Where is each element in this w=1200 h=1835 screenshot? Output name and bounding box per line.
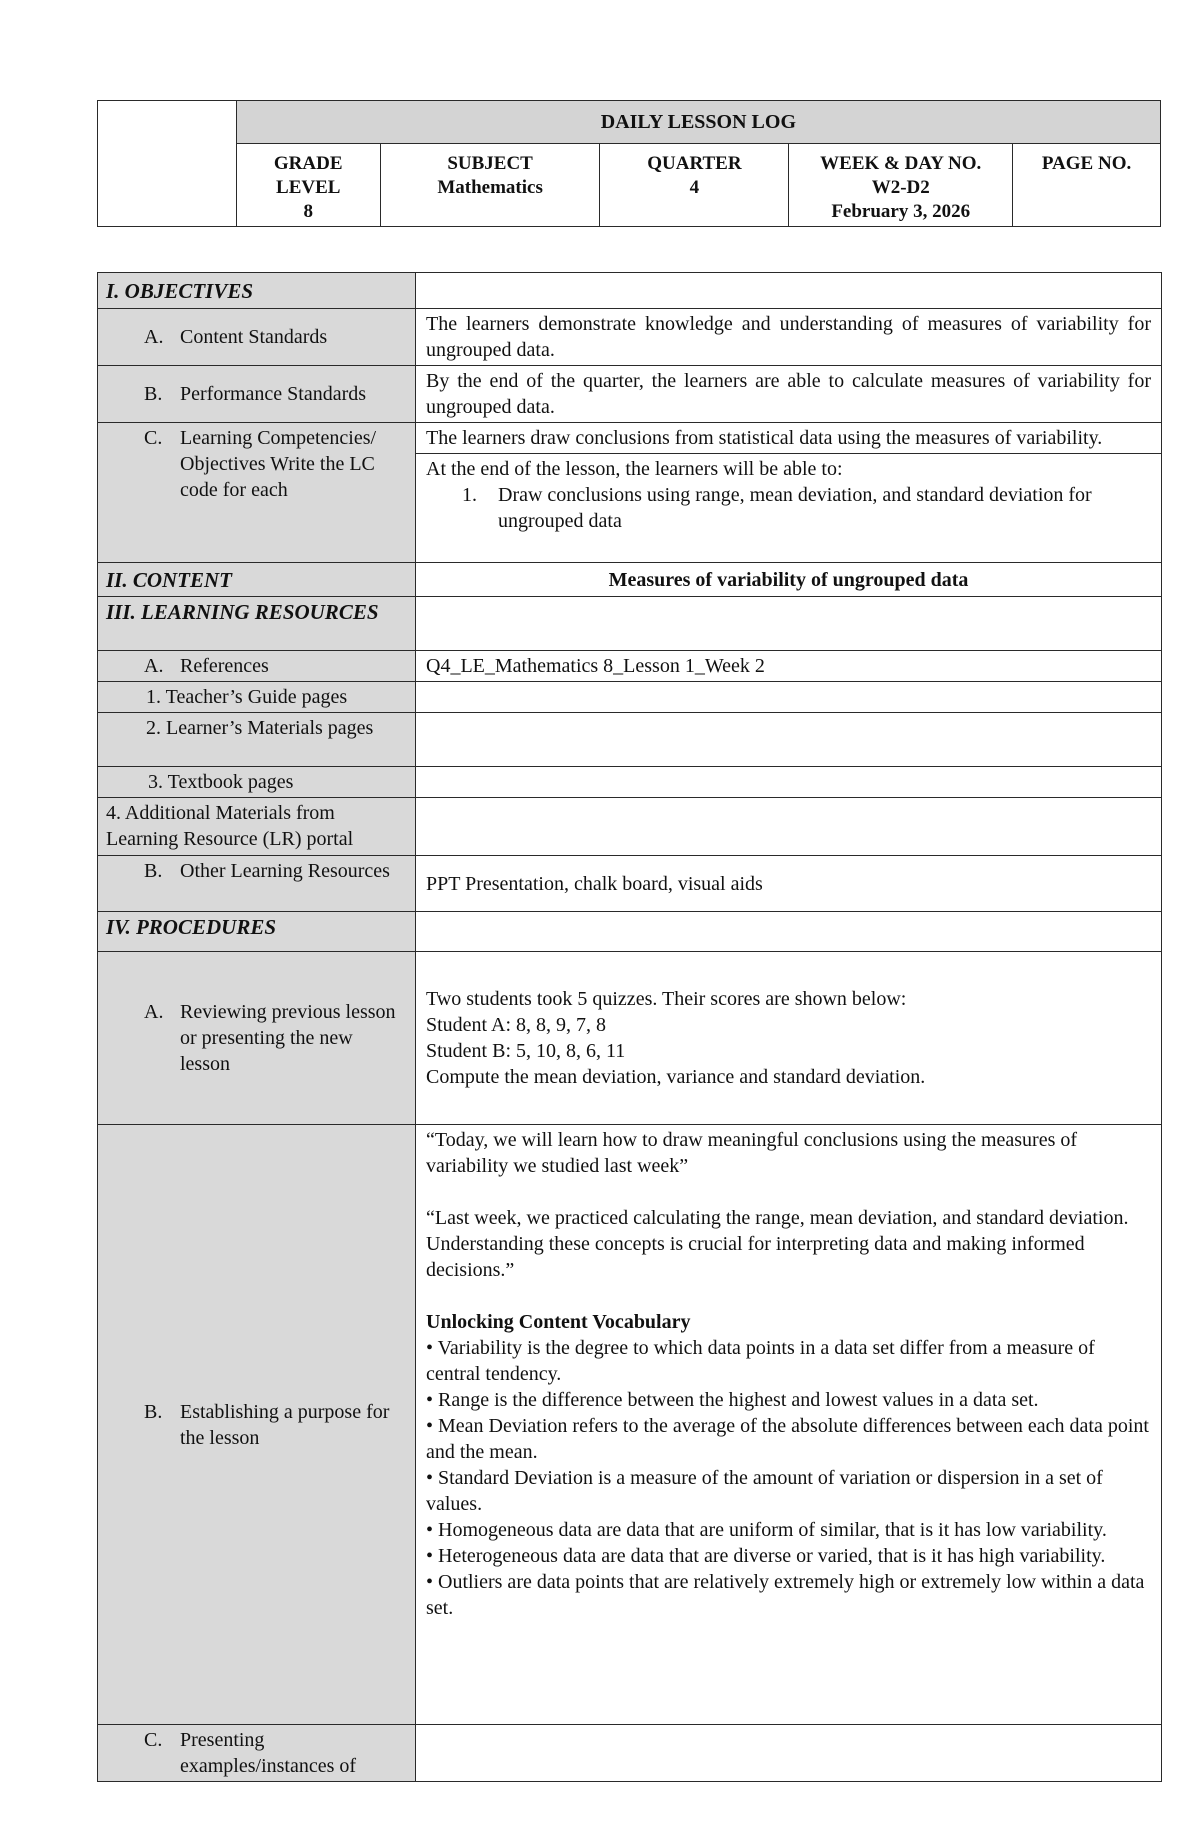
purpose-content: [416, 1125, 1162, 1725]
performance-standards-label: Performance Standards: [180, 383, 367, 405]
reviewing-line: Two students took 5 quizzes. Their scores are shown below:: [426, 988, 907, 1010]
objectives-heading-value: [416, 273, 1162, 309]
other-resources-label: Other Learning Resources: [180, 860, 390, 882]
header-title: DAILY LESSON LOG: [236, 101, 1160, 144]
purpose-quote-2: “Last week, we practiced calculating the range, mean deviation, and standard deviation. Understanding these concepts is crucial for interpreting data and making informed decisions.”: [426, 1207, 1129, 1281]
grade-level-value: 8: [303, 201, 313, 222]
grade-level-cell: [236, 144, 380, 227]
other-resources-label-cell: [98, 856, 416, 912]
vocabulary-item: • Mean Deviation refers to the average of the absolute differences between each data point and the mean.: [426, 1415, 1149, 1463]
grade-level-label: GRADE LEVEL: [273, 153, 343, 198]
learners-materials-value: [416, 713, 1162, 767]
performance-standards-letter: B.: [144, 383, 163, 405]
week-day-cell: [789, 144, 1013, 227]
presenting-label-cell: [98, 1725, 416, 1782]
references-label-cell: [98, 651, 416, 682]
textbook-value: [416, 767, 1162, 798]
subject-label: SUBJECT: [447, 153, 533, 174]
objective-item-text: Draw conclusions using range, mean deviation, and standard deviation for ungrouped data: [498, 484, 1092, 532]
references-text: Q4_LE_Mathematics 8_Lesson 1_Week 2: [416, 651, 1162, 682]
additional-materials-value: [416, 798, 1162, 856]
performance-standards-text: By the end of the quarter, the learners are able to calculate measures of variability for ungrouped data.: [416, 366, 1162, 423]
additional-materials-label: 4. Additional Materials from Learning Resource (LR) portal: [98, 798, 416, 856]
learning-competencies-cell: [416, 423, 1162, 563]
presenting-letter: C.: [144, 1729, 163, 1751]
purpose-label: Establishing a purpose for the lesson: [180, 1400, 390, 1449]
references-label: References: [180, 655, 269, 677]
objective-item-number: 1.: [462, 484, 477, 506]
reviewing-letter: A.: [144, 1001, 164, 1023]
textbook-label: 3. Textbook pages: [98, 767, 416, 798]
purpose-quote-1: “Today, we will learn how to draw meaningful conclusions using the measures of variability we studied last week”: [426, 1129, 1078, 1177]
other-resources-text: PPT Presentation, chalk board, visual aids: [416, 856, 1162, 912]
content-standards-label-cell: [98, 309, 416, 366]
content-standards-label: Content Standards: [180, 326, 328, 348]
purpose-label-cell: [98, 1125, 416, 1725]
reviewing-line: Student B: 5, 10, 8, 6, 11: [426, 1040, 626, 1062]
page-no-label: PAGE NO.: [1041, 153, 1132, 174]
page-no-cell: [1013, 144, 1161, 227]
objectives-heading: I. OBJECTIVES: [98, 273, 416, 309]
procedures-heading-value: [416, 912, 1162, 952]
purpose-letter: B.: [144, 1400, 163, 1423]
vocabulary-item: • Range is the difference between the highest and lowest values in a data set.: [426, 1389, 1039, 1411]
reviewing-label-cell: [98, 952, 416, 1125]
vocabulary-heading: Unlocking Content Vocabulary: [426, 1311, 691, 1333]
teachers-guide-label: 1. Teacher’s Guide pages: [98, 682, 416, 713]
quarter-cell: [600, 144, 789, 227]
performance-standards-label-cell: [98, 366, 416, 423]
learning-competencies-letter: C.: [144, 427, 163, 449]
learning-competencies-text: The learners draw conclusions from statistical data using the measures of variability.: [426, 427, 1103, 449]
subject-cell: [380, 144, 600, 227]
quarter-label: QUARTER: [647, 153, 742, 174]
presenting-label: Presenting examples/instances of: [180, 1729, 357, 1777]
quarter-value: 4: [689, 177, 700, 198]
references-letter: A.: [144, 655, 164, 677]
vocabulary-item: • Standard Deviation is a measure of the amount of variation or dispersion in a set of values.: [426, 1467, 1103, 1515]
reviewing-label: Reviewing previous lesson or presenting the new lesson: [180, 1001, 396, 1075]
logo-cell: [98, 101, 237, 227]
week-day-label: WEEK & DAY NO.: [820, 153, 982, 174]
other-resources-letter: B.: [144, 860, 163, 882]
learning-competencies-label: Learning Competencies/ Objectives Write the LC code for each: [180, 427, 377, 501]
lesson-date: February 3, 2026: [831, 201, 971, 222]
teachers-guide-value: [416, 682, 1162, 713]
vocabulary-item: • Variability is the degree to which data points in a data set differ from a measure of central tendency.: [426, 1337, 1095, 1385]
content-heading: II. CONTENT: [98, 563, 416, 597]
lesson-log-table: [97, 272, 1162, 1782]
subject-value: Mathematics: [437, 177, 543, 198]
vocabulary-item: • Outliers are data points that are relatively extremely high or extremely low within a data set.: [426, 1571, 1145, 1619]
reviewing-line: Student A: 8, 8, 9, 7, 8: [426, 1014, 607, 1036]
vocabulary-item: • Homogeneous data are data that are uniform of similar, that is it has low variability.: [426, 1519, 1107, 1541]
procedures-heading: IV. PROCEDURES: [98, 912, 416, 952]
competencies-divider: [416, 453, 1161, 454]
objective-item: [426, 482, 1151, 534]
content-text: Measures of variability of ungrouped data: [416, 563, 1162, 597]
learners-materials-label: 2. Learner’s Materials pages: [98, 713, 416, 767]
resources-heading-value: [416, 597, 1162, 651]
presenting-value: [416, 1725, 1162, 1782]
resources-heading: III. LEARNING RESOURCES: [98, 597, 416, 651]
reviewing-content: [416, 952, 1162, 1125]
content-standards-text: The learners demonstrate knowledge and understanding of measures of variability for ungrouped data.: [416, 309, 1162, 366]
learning-competencies-label-cell: [98, 423, 416, 563]
week-day-value: W2-D2: [871, 177, 930, 198]
reviewing-line: Compute the mean deviation, variance and standard deviation.: [426, 1066, 926, 1088]
objectives-intro: At the end of the lesson, the learners will be able to:: [426, 458, 843, 480]
lesson-log-header: [97, 100, 1161, 227]
vocabulary-item: • Heterogeneous data are data that are diverse or varied, that is it has high variability.: [426, 1545, 1106, 1567]
content-standards-letter: A.: [144, 326, 164, 348]
